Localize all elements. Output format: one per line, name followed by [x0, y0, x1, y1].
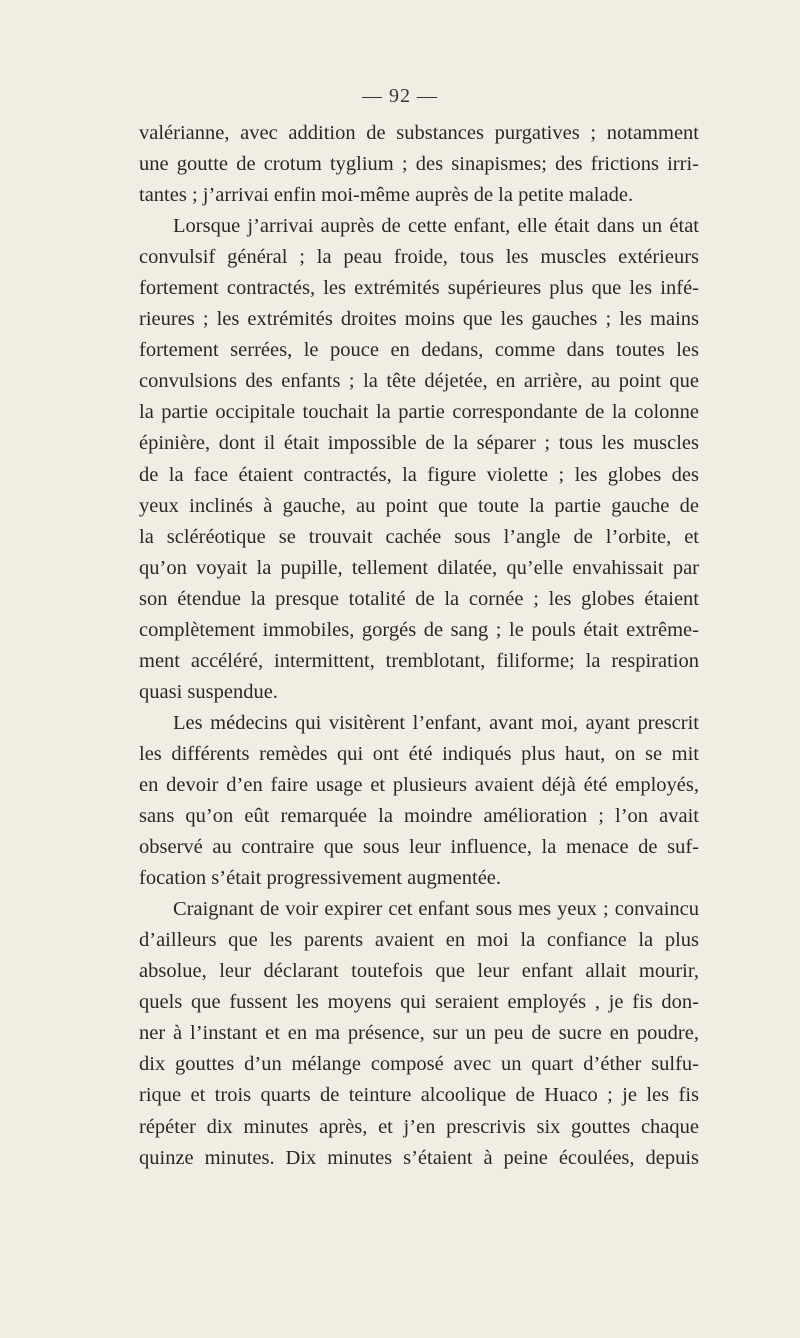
text-line: sans qu’on eût remarquée la moindre amélioration ; l’on avait	[139, 805, 699, 828]
text-line: valérianne, avec addition de substances purgatives ; notamment	[139, 122, 699, 144]
text-line: fortement serrées, le pouce en dedans, comme dans toutes les	[139, 339, 699, 362]
text-line: absolue, leur déclarant toutefois que leur enfant allait mourir,	[139, 960, 699, 983]
text-line: épinière, dont il était impossible de la séparer ; tous les muscles	[139, 432, 699, 455]
text-line: observé au contraire que sous leur influence, la menace de suf-	[139, 836, 699, 859]
text-line: Lorsque j’arrivai auprès de cette enfant, elle était dans un état	[173, 215, 699, 238]
text-line: complètement immobiles, gorgés de sang ; le pouls était extrême-	[139, 618, 699, 641]
text-line: Craignant de voir expirer cet enfant sous mes yeux ; convaincu	[173, 898, 699, 921]
text-line: quinze minutes. Dix minutes s’étaient à peine écoulées, depuis	[139, 1146, 699, 1169]
paragraph	[139, 894, 699, 1173]
paragraph	[139, 211, 699, 708]
paragraph	[139, 708, 699, 894]
text-line: quels que fussent les moyens qui seraient employés , je fis don-	[139, 991, 699, 1014]
text-line: tantes ; j’arrivai enfin moi-même auprès de la petite malade.	[139, 184, 634, 207]
paragraph	[139, 118, 699, 211]
text-line: en devoir d’en faire usage et plusieurs avaient déjà été employés,	[139, 773, 699, 796]
text-line: la scléréotique se trouvait cachée sous l’angle de l’orbite, et	[139, 525, 699, 548]
body-text	[139, 118, 699, 1174]
text-line: de la face étaient contractés, la figure violette ; les globes des	[139, 463, 699, 486]
text-line: rique et trois quarts de teinture alcoolique de Huaco ; je les fis	[139, 1084, 699, 1107]
text-line: yeux inclinés à gauche, au point que toute la partie gauche de	[139, 494, 699, 517]
text-line: ment accéléré, intermittent, tremblotant, filiforme; la respiration	[139, 649, 699, 672]
text-line: son étendue la presque totalité de la cornée ; les globes étaient	[139, 587, 699, 610]
text-line: une goutte de crotum tyglium ; des sinapismes; des frictions irri-	[139, 153, 699, 176]
text-line: dix gouttes d’un mélange composé avec un quart d’éther sulfu-	[139, 1053, 699, 1076]
text-line: ner à l’instant et en ma présence, sur un peu de sucre en poudre,	[139, 1022, 699, 1045]
text-line: d’ailleurs que les parents avaient en moi la confiance la plus	[139, 929, 699, 952]
text-line: rieures ; les extrémités droites moins que les gauches ; les mains	[139, 308, 699, 331]
text-line: les différents remèdes qui ont été indiqués plus haut, on se mit	[139, 742, 699, 765]
page-number: — 92 —	[362, 85, 438, 107]
text-line: convulsif général ; la peau froide, tous les muscles extérieurs	[139, 246, 699, 269]
text-line: quasi suspendue.	[139, 680, 278, 703]
text-line: fortement contractés, les extrémités supérieures plus que les infé-	[139, 277, 699, 300]
text-line: répéter dix minutes après, et j’en prescrivis six gouttes chaque	[139, 1115, 699, 1138]
text-line: la partie occipitale touchait la partie correspondante de la colonne	[139, 401, 699, 424]
text-line: Les médecins qui visitèrent l’enfant, avant moi, ayant prescrit	[173, 711, 699, 734]
text-line: qu’on voyait la pupille, tellement dilatée, qu’elle envahissait par	[139, 556, 699, 579]
text-line: focation s’était progressivement augmentée.	[139, 867, 502, 890]
text-line: convulsions des enfants ; la tête déjetée, en arrière, au point que	[139, 370, 699, 393]
